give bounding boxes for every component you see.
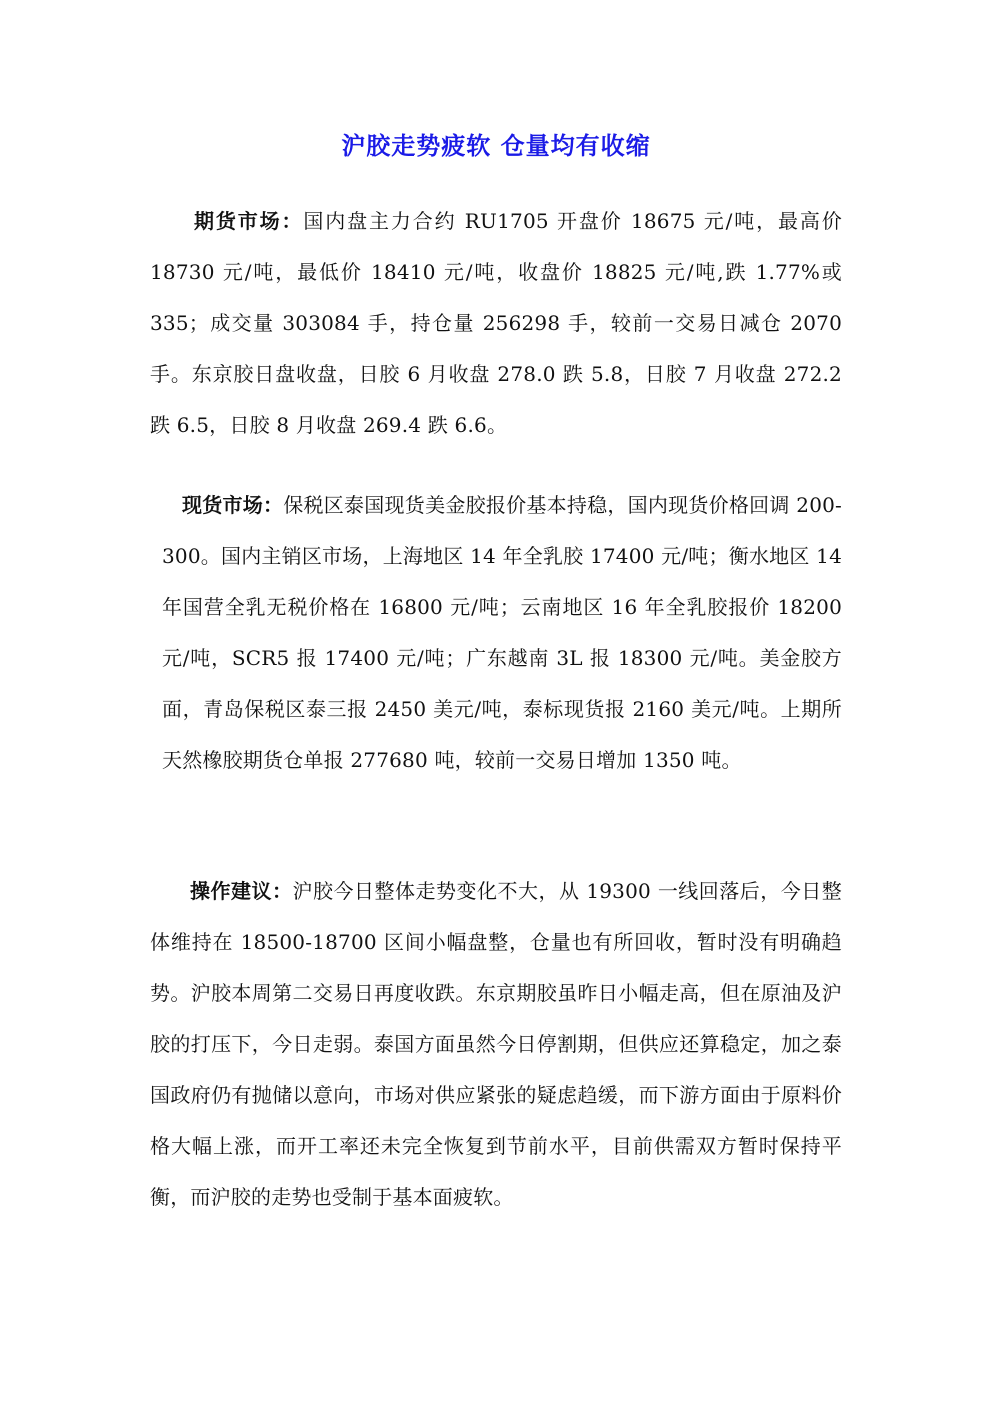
futures-market-text: 国内盘主力合约 RU1705 开盘价 18675 元/吨，最高价 18730 元/吨，最低价 18410 元/吨，收盘价 18825 元/吨,跌 1.77%或 335；成交量 303084 手，持仓量 256298 手，较前一交易日减仓 2070 手。东京胶日盘收盘，日胶 6 月收盘 278.0 跌 5.8，日胶 7 月收盘 272.2 跌 6.5，日胶 8 月收盘 269.4 跌 6.6。 bbox=[150, 209, 842, 437]
futures-market-paragraph bbox=[150, 196, 842, 451]
trading-advice-paragraph bbox=[150, 866, 842, 1223]
spot-market-text: 保税区泰国现货美金胶报价基本持稳，国内现货价格回调 200-300。国内主销区市场，上海地区 14 年全乳胶 17400 元/吨；衡水地区 14 年国营全乳无税价格在 16800 元/吨；云南地区 16 年全乳胶报价 18200 元/吨，SCR5 报 17400 元/吨；广东越南 3L 报 18300 元/吨。美金胶方面，青岛保税区泰三报 2450 美元/吨，泰标现货报 2160 美元/吨。上期所天然橡胶期货仓单报 277680 吨，较前一交易日增加 1350 吨。 bbox=[162, 493, 842, 772]
spot-market-label: 现货市场： bbox=[182, 493, 284, 517]
document-title: 沪胶走势疲软 仓量均有收缩 bbox=[341, 131, 651, 160]
spot-market-paragraph bbox=[162, 480, 842, 786]
trading-advice-text: 沪胶今日整体走势变化不大，从 19300 一线回落后，今日整体维持在 18500-18700 区间小幅盘整，仓量也有所回收，暂时没有明确趋势。沪胶本周第二交易日再度收跌。东京期胶虽昨日小幅走高，但在原油及沪胶的打压下，今日走弱。泰国方面虽然今日停割期，但供应还算稳定，加之泰国政府仍有抛储以意向，市场对供应紧张的疑虑趋缓，而下游方面由于原料价格大幅上涨，而开工率还未完全恢复到节前水平，目前供需双方暂时保持平衡，而沪胶的走势也受制于基本面疲软。 bbox=[150, 879, 843, 1209]
trading-advice-label: 操作建议： bbox=[190, 879, 293, 903]
futures-market-label: 期货市场： bbox=[194, 209, 304, 233]
